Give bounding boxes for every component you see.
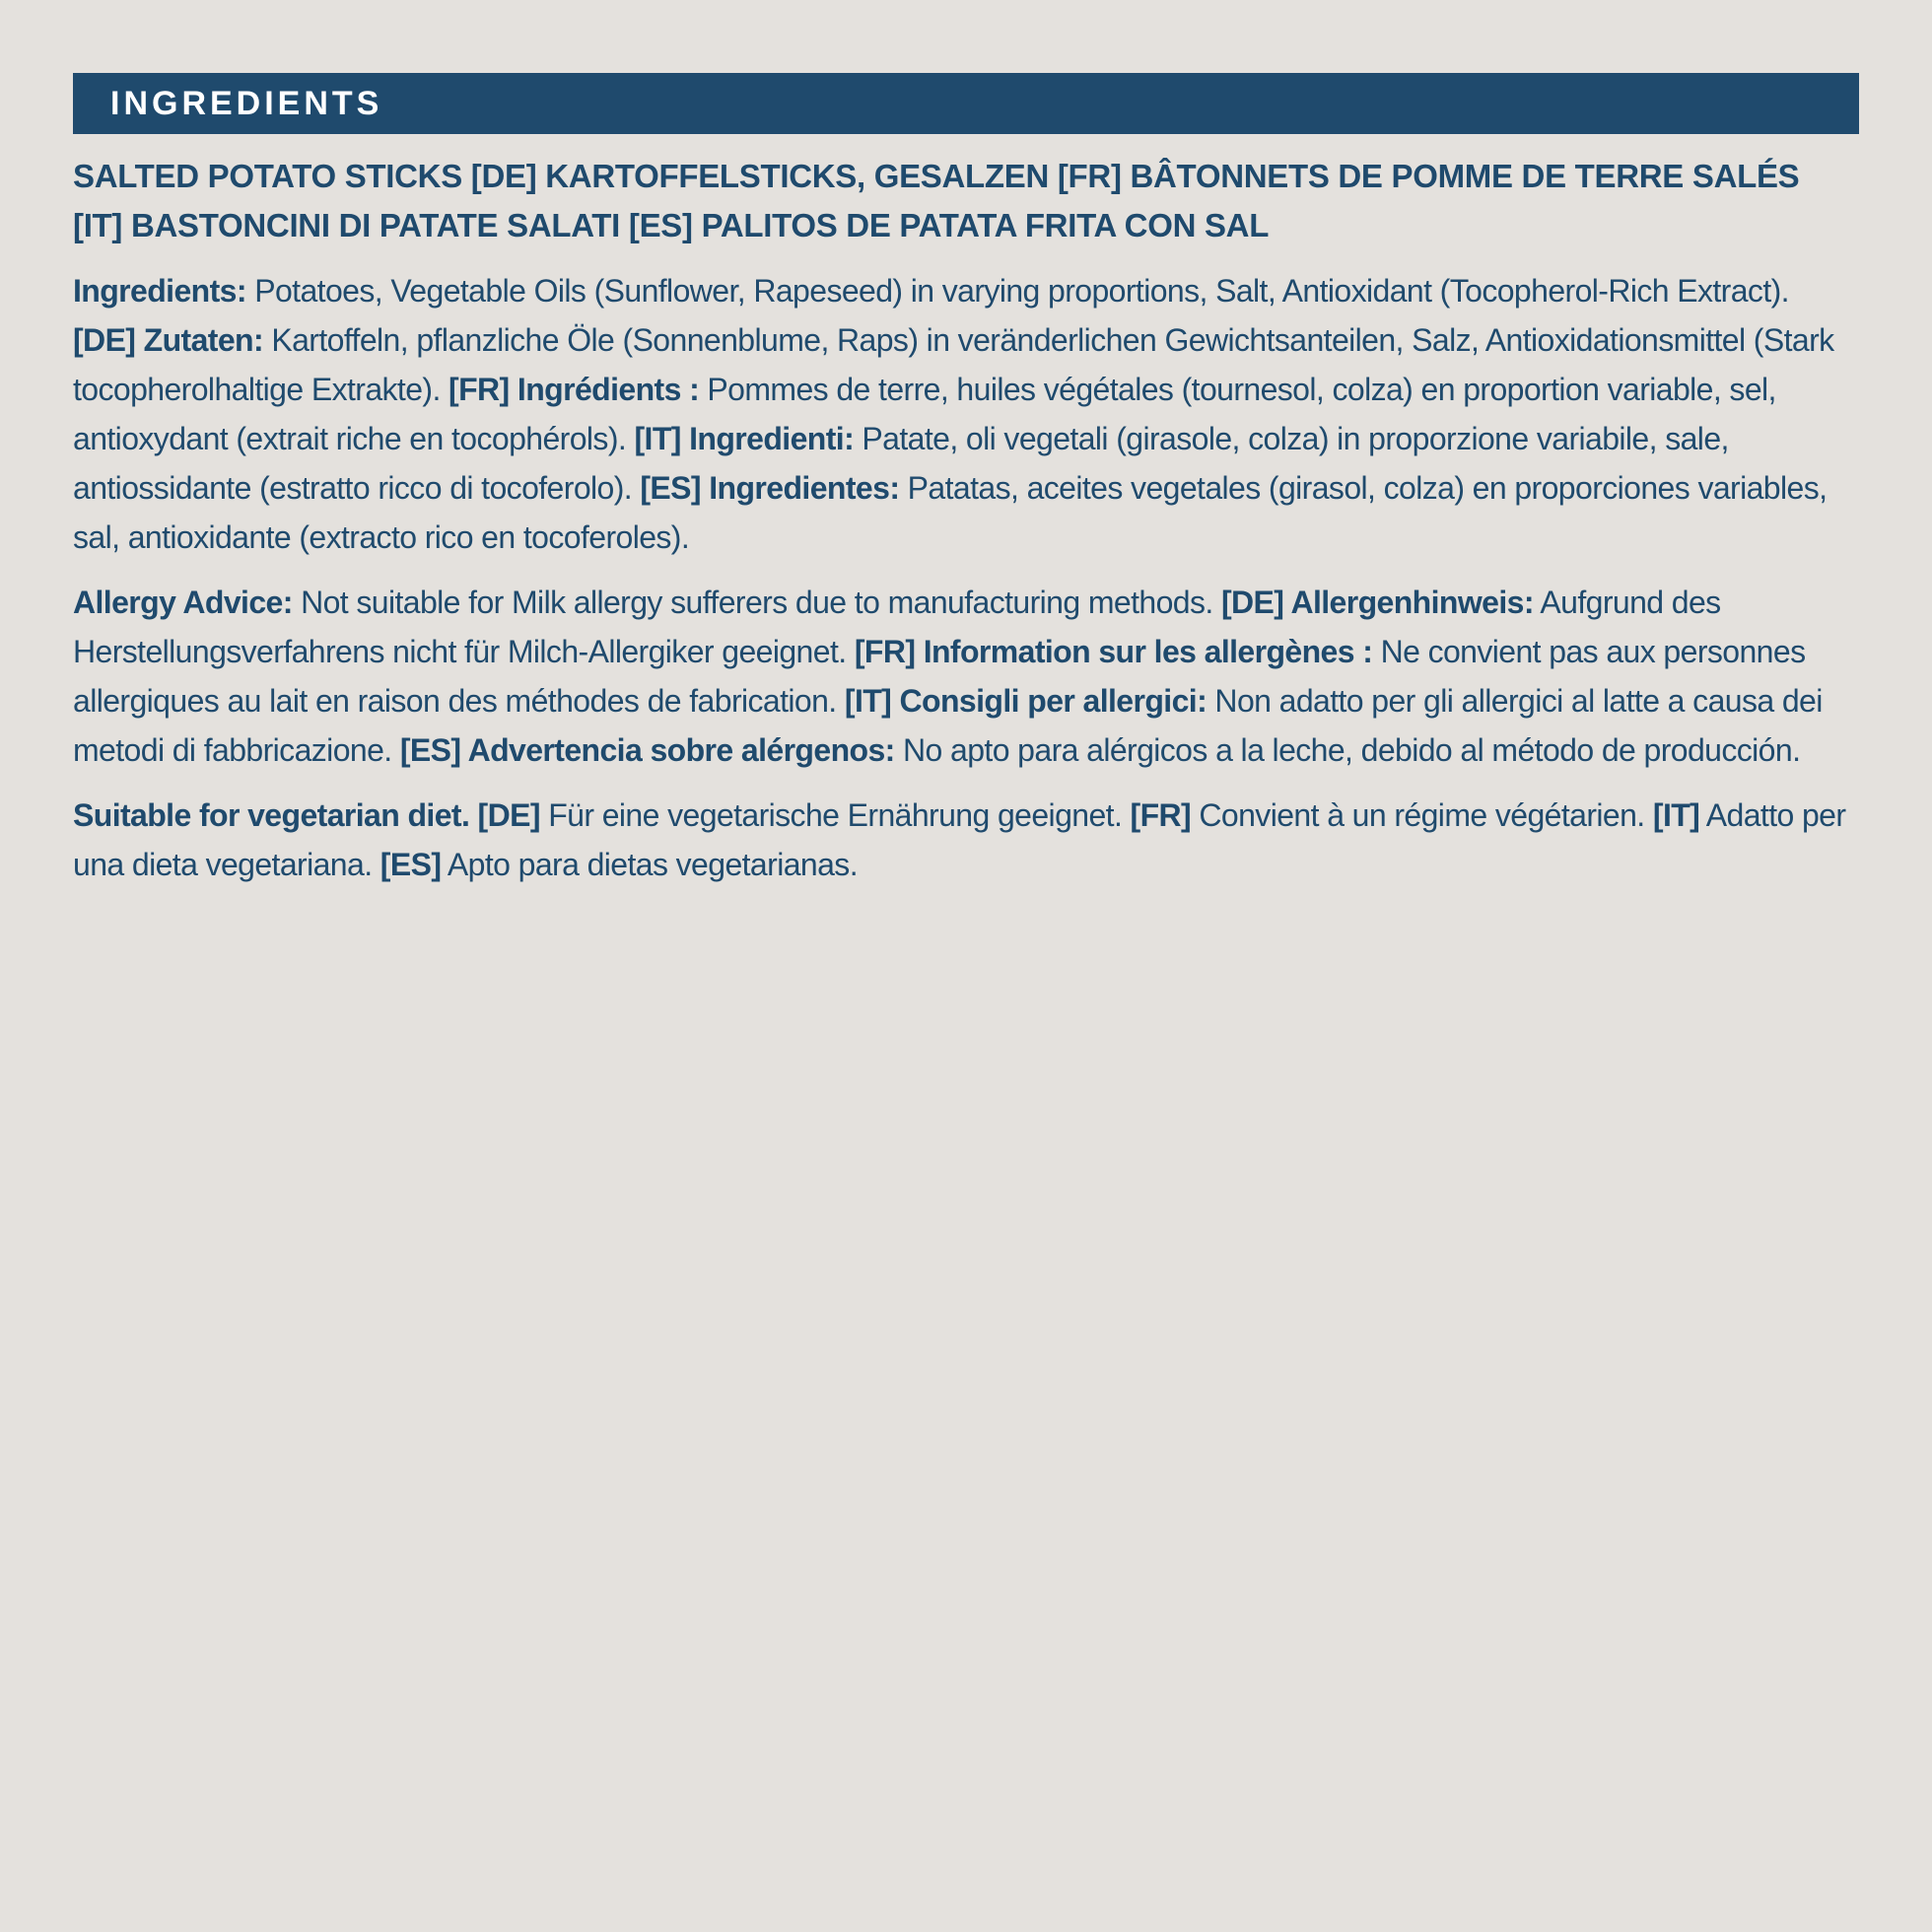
vegetarian-label-fr: [FR] <box>1130 797 1192 833</box>
ingredients-text-en: Potatoes, Vegetable Oils (Sunflower, Rapeseed) in varying proportions, Salt, Antioxidant (Tocopherol-Rich Extract). <box>245 273 1789 309</box>
ingredients-text-es: Patatas, aceites vegetales (girasol, colza) en proporciones variables, sal, antioxidante (extracto rico en tocoferoles). <box>73 470 1828 555</box>
allergy-text-es: No apto para alérgicos a la leche, debido al método de producción. <box>894 732 1801 768</box>
allergy-label-en: Allergy Advice: <box>73 585 293 620</box>
ingredients-paragraph <box>73 266 1859 562</box>
ingredients-text-de: Kartoffeln, pflanzliche Öle (Sonnenblume, Raps) in veränderlichen Gewichtsanteilen, Salz, Antioxidationsmittel (Stark tocopherolhaltige Extrakte). <box>73 322 1834 407</box>
product-name <box>73 152 1859 250</box>
allergy-label-fr: [FR] Information sur les allergènes : <box>854 634 1373 669</box>
ingredients-label-it: [IT] Ingredienti: <box>634 421 855 456</box>
ingredients-text-fr: Pommes de terre, huiles végétales (tournesol, colza) en proportion variable, sel, antioxydant (extrait riche en tocophérols). <box>73 372 1776 456</box>
ingredients-text-it: Patate, oli vegetali (girasole, colza) in proporzione variabile, sale, antiossidante (estratto ricco di tocoferolo). <box>73 421 1729 506</box>
vegetarian-text-fr: Convient à un régime végétarien. <box>1191 797 1653 833</box>
allergy-text-de: Aufgrund des Herstellungsverfahrens nicht für Milch-Allergiker geeignet. <box>73 585 1721 669</box>
allergy-label-es: [ES] Advertencia sobre alérgenos: <box>399 732 895 768</box>
allergy-text-en: Not suitable for Milk allergy sufferers due to manufacturing methods. <box>292 585 1221 620</box>
section-header-bar <box>73 73 1859 134</box>
product-name-line-1: SALTED POTATO STICKS [DE] KARTOFFELSTICKS, GESALZEN [FR] BÂTONNETS DE POMME DE TERRE SALÉS <box>73 158 1800 194</box>
vegetarian-label-de: [DE] <box>469 797 540 833</box>
ingredients-label-fr: [FR] Ingrédients : <box>448 372 700 407</box>
allergy-paragraph <box>73 578 1859 775</box>
vegetarian-label-es: [ES] <box>380 847 442 882</box>
vegetarian-text-it: Adatto per una dieta vegetariana. <box>73 797 1846 882</box>
allergy-text-it: Non adatto per gli allergici al latte a causa dei metodi di fabbricazione. <box>73 683 1823 768</box>
ingredients-panel <box>73 73 1859 889</box>
allergy-label-de: [DE] Allergenhinweis: <box>1220 585 1534 620</box>
ingredients-label-es: [ES] Ingredientes: <box>640 470 900 506</box>
vegetarian-text-de: Für eine vegetarische Ernährung geeignet. <box>539 797 1131 833</box>
ingredients-label-de: [DE] Zutaten: <box>73 322 264 358</box>
vegetarian-label-en: Suitable for vegetarian diet. <box>73 797 470 833</box>
product-name-line-2: [IT] BASTONCINI DI PATATE SALATI [ES] PALITOS DE PATATA FRITA CON SAL <box>73 207 1270 243</box>
ingredients-label-en: Ingredients: <box>73 273 246 309</box>
vegetarian-paragraph <box>73 791 1859 889</box>
vegetarian-label-it: [IT] <box>1652 797 1700 833</box>
allergy-text-fr: Ne convient pas aux personnes allergiques au lait en raison des méthodes de fabrication. <box>73 634 1806 719</box>
section-title: INGREDIENTS <box>110 85 383 122</box>
vegetarian-text-es: Apto para dietas vegetarianas. <box>441 847 858 882</box>
allergy-label-it: [IT] Consigli per allergici: <box>844 683 1208 719</box>
